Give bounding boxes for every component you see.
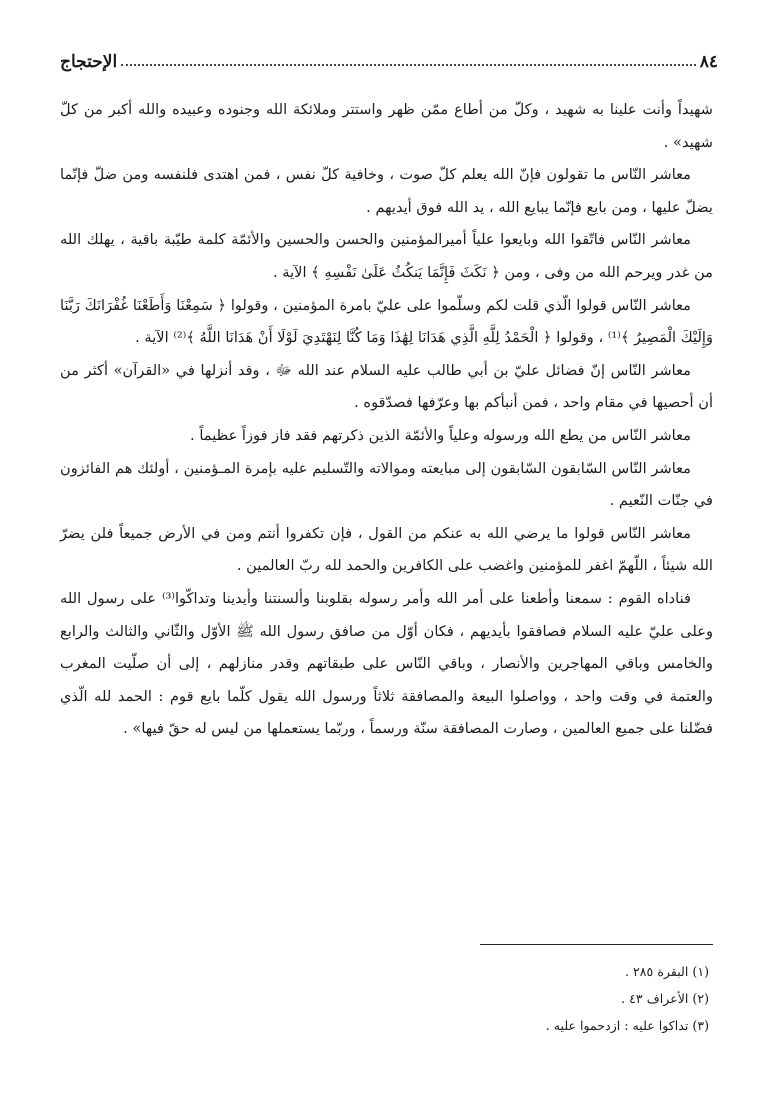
page-number: ٨٤ xyxy=(699,52,718,72)
page-header xyxy=(60,42,718,72)
footnote-separator xyxy=(480,944,713,945)
paragraph: شهيداً وأنت علينا به شهيد ، وكلّ من أطاع ممّن ظهر واستتر وملائكة الله وجنوده وعبيده والله أكبر من كلّ شهيد» . xyxy=(60,101,713,151)
main-text xyxy=(60,94,713,746)
paragraph: فناداه القوم : سمعنا وأطعنا على أمر الله وأمر رسوله بقلوبنا وألسنتنا وأيدينا وتداكّوا⁽³⁾ على رسول الله وعلى عليّ عليه السلام فصافقوا بأيديهم ، فكان أوّل من صافق رسول الله ﷺ الأوّل والثّاني والثالث والرابع والخامس وباقي المهاجرين والأنصار ، وباقي النّاس على طبقاتهم وقدر منازلهم ، إلى أن صلّيت المغرب والعتمة في وقت واحد ، وواصلوا البيعة والمصافقة ثلاثاً ورسول الله يقول كلّما بايع قوم : الحمد لله الّذي فضّلنا على جميع العالمين ، وصارت المصافقة سنّة ورسماً ، وربّما يستعملها من ليس له حقّ فيها» . xyxy=(60,589,713,738)
footnote: (٣) تداكوا عليه : ازدحموا عليه . xyxy=(545,1018,709,1033)
book-title: الإحتجاج xyxy=(60,52,118,72)
footnote: (٢) الأعراف ٤٣ . xyxy=(621,991,709,1006)
footnote: (١) البقرة ٢٨٥ . xyxy=(625,964,709,979)
paragraph: معاشر النّاس ما تقولون فإنّ الله يعلم كلّ صوت ، وخافية كلّ نفس ، فمن اهتدى فلنفسه ومن ضلّ فإنّما يضلّ عليها ، ومن بايع فإنّما يبايع الله ، يد الله فوق أيديهم . xyxy=(60,166,713,216)
paragraph: معاشر النّاس من يطع الله ورسوله وعلياً والأئمّة الذين ذكرتهم فقد فاز فوزاً عظيماً . xyxy=(190,426,691,444)
paragraph: معاشر النّاس إنّ فضائل عليّ بن أبي طالب عليه السلام عند الله ﷻ ، وقد أنزلها في «القرآن» أكثر من أن أحصيها في مقام واحد ، فمن أنبأكم بها وعرّفها فصدّقوه . xyxy=(60,361,713,412)
footnotes xyxy=(289,958,709,1039)
paragraph: معاشر النّاس قولوا ما يرضي الله به عنكم من القول ، فإن تكفروا أنتم ومن في الأرض جميعاً فلن يضرّ الله شيئاً ، اللّهمّ اغفر للمؤمنين واغضب على الكافرين والحمد لله ربّ العالمين . xyxy=(60,524,713,575)
paragraph: معاشر النّاس فاتّقوا الله وبايعوا علياً أميرالمؤمنين والحسن والحسين والأئمّة كلمة طيّبة باقية ، يهلك الله من غدر ويرحم الله من وفى ، ومن ﴿ نَكَثَ فَإِنَّمَا يَنكُثُ عَلَىٰ نَفْسِهِ ﴾ الآية . xyxy=(60,231,713,281)
paragraph: معاشر النّاس السّابقون السّابقون إلى مبايعته وموالاته والتّسليم عليه بإمرة المـؤمنين ، أولئك هم الفائزون في جنّات النّعيم . xyxy=(60,459,713,510)
header-leader-dots xyxy=(121,64,696,66)
paragraph: معاشر النّاس قولوا الّذي قلت لكم وسلّموا على عليّ بامرة المؤمنين ، وقولوا ﴿ سَمِعْنَا وَأَطَعْنَا غُفْرَانَكَ رَبَّنَا وَإِلَيْكَ الْمَصِيرُ ﴾⁽¹⁾ ، وقولوا ﴿ الْحَمْدُ لِلَّهِ الَّذِي هَدَانَا لِهَٰذَا وَمَا كُنَّا لِنَهْتَدِيَ لَوْلَا أَنْ هَدَانَا اللَّهُ ﴾⁽²⁾ الآية . xyxy=(60,296,713,347)
